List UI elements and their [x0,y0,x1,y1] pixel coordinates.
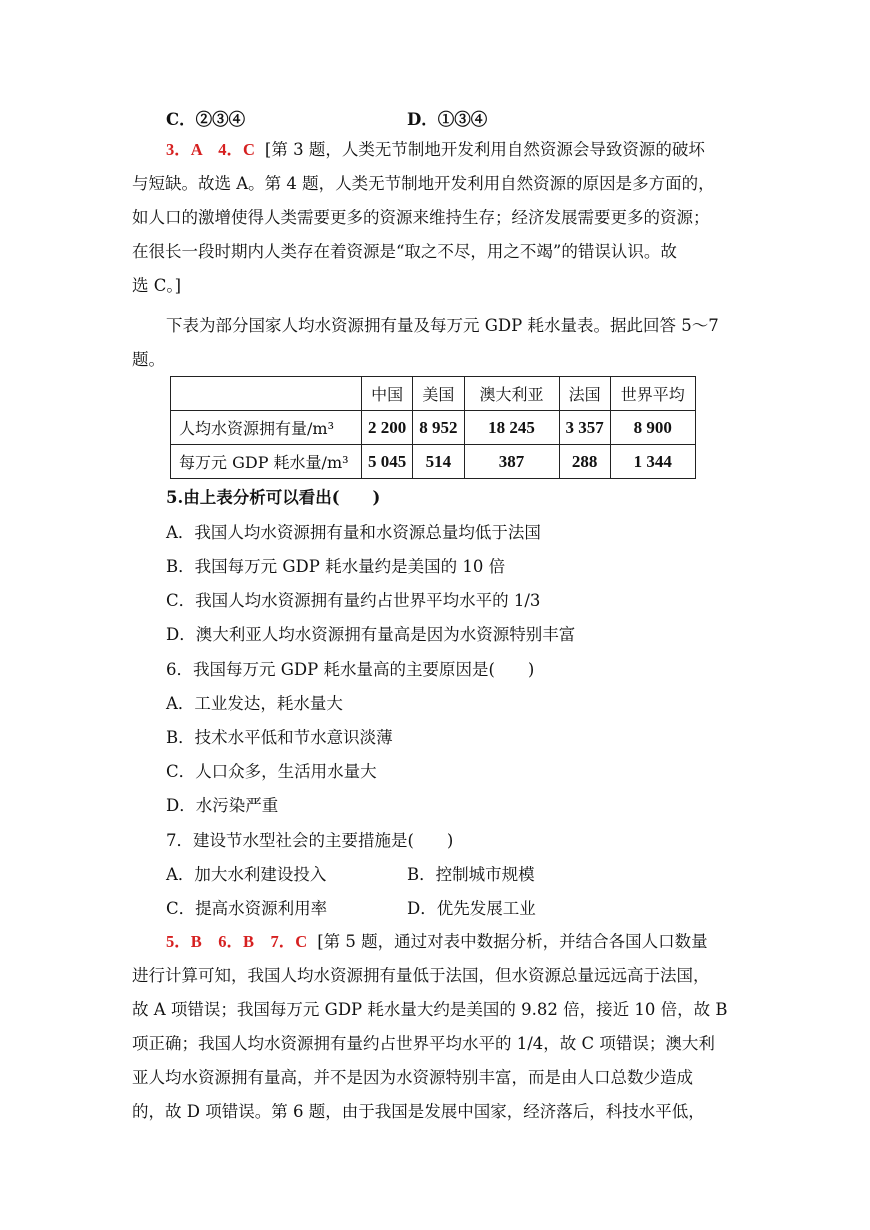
answer-line: 在很长一段时期内人类存在着资源是“取之不尽，用之不竭”的错误认识。故 [132,242,677,261]
prev-option-d: D．①③④ [407,110,488,129]
table-row [171,411,696,445]
table-intro-line1: 下表为部分国家人均水资源拥有量及每万元 GDP 耗水量表。据此回答 5～7 [166,316,719,335]
question-6-stem: 6．我国每万元 GDP 耗水量高的主要原因是( ) [166,660,535,679]
answer-line: 与短缺。故选 A。第 4 题，人类无节制地开发利用自然资源的原因是多方面的， [132,174,715,193]
table-cell: 8 900 [610,411,695,445]
table-header-cell: 世界平均 [610,377,695,411]
question-6-option-a: A．工业发达，耗水量大 [166,694,343,713]
table-cell: 5 045 [362,445,413,479]
table-header-cell: 法国 [559,377,610,411]
table-cell: 3 357 [559,411,610,445]
question-7-options-row-2 [166,895,536,919]
table-header-cell: 美国 [413,377,464,411]
answer-line: [第 3 题，人类无节制地开发利用自然资源会导致资源的破坏 [264,140,705,159]
question-7-stem: 7．建设节水型社会的主要措施是( ) [166,831,454,850]
table-cell: 288 [559,445,610,479]
answer-line: 进行计算可知，我国人均水资源拥有量低于法国，但水资源总量远远高于法国， [132,966,710,985]
table-cell: 1 344 [610,445,695,479]
table-cell: 8 952 [413,411,464,445]
question-7-options-row-1 [166,861,535,885]
table-cell: 2 200 [362,411,413,445]
table-row-label: 每万元 GDP 耗水量/m³ [171,445,362,479]
question-5-option-b: B．我国每万元 GDP 耗水量约是美国的 10 倍 [166,557,506,576]
question-5-option-a: A．我国人均水资源拥有量和水资源总量均低于法国 [166,523,541,542]
table-row-label: 人均水资源拥有量/m³ [171,411,362,445]
answer-line: 的，故 D 项错误。第 6 题，由于我国是发展中国家，经济落后，科技水平低， [132,1102,705,1121]
table-intro-line2: 题。 [132,350,165,369]
prev-option-c: C．②③④ [166,110,246,129]
question-7-option-c: C．提高水资源利用率 [166,899,328,918]
question-7-option-b: B．控制城市规模 [407,865,535,884]
answer-line: 故 A 项错误；我国每万元 GDP 耗水量大约是美国的 9.82 倍，接近 10 倍，故 B [132,1000,728,1019]
question-7-option-a: A．加大水利建设投入 [166,865,327,884]
answer-line: [第 5 题，通过对表中数据分析，并结合各国人口数量 [317,932,708,951]
question-6-option-c: C．人口众多，生活用水量大 [166,762,377,781]
table-row [171,445,696,479]
table-cell: 18 245 [464,411,559,445]
water-resource-table [170,376,696,479]
question-5-option-d: D．澳大利亚人均水资源拥有量高是因为水资源特别丰富 [166,625,576,644]
table-header-row [171,377,696,411]
answer-key-3-4: 3．A 4．C [166,140,255,159]
prev-options-row [166,106,487,130]
table-cell: 387 [464,445,559,479]
answer-line: 选 C。] [132,276,182,295]
question-7-option-d: D．优先发展工业 [407,899,536,918]
answer-explanation-5-7 [132,925,742,1129]
answer-line: 项正确；我国人均水资源拥有量约占世界平均水平的 1/4，故 C 项错误；澳大利 [132,1034,715,1053]
question-5-option-c: C．我国人均水资源拥有量约占世界平均水平的 1/3 [166,591,541,610]
question-5-stem: 5.由上表分析可以看出( ) [166,488,381,507]
question-6-option-d: D．水污染严重 [166,796,279,815]
answer-key-5-7: 5．B 6．B 7．C [166,932,308,951]
answer-line: 如人口的激增使得人类需要更多的资源来维持生存；经济发展需要更多的资源； [132,208,710,227]
table-header-cell: 中国 [362,377,413,411]
answer-line: 亚人均水资源拥有量高，并不是因为水资源特别丰富，而是由人口总数少造成 [132,1068,693,1087]
table-header-cell: 澳大利亚 [464,377,559,411]
table-header-cell [171,377,362,411]
answer-explanation-3-4 [132,133,742,303]
question-6-option-b: B．技术水平低和节水意识淡薄 [166,728,393,747]
table-cell: 514 [413,445,464,479]
